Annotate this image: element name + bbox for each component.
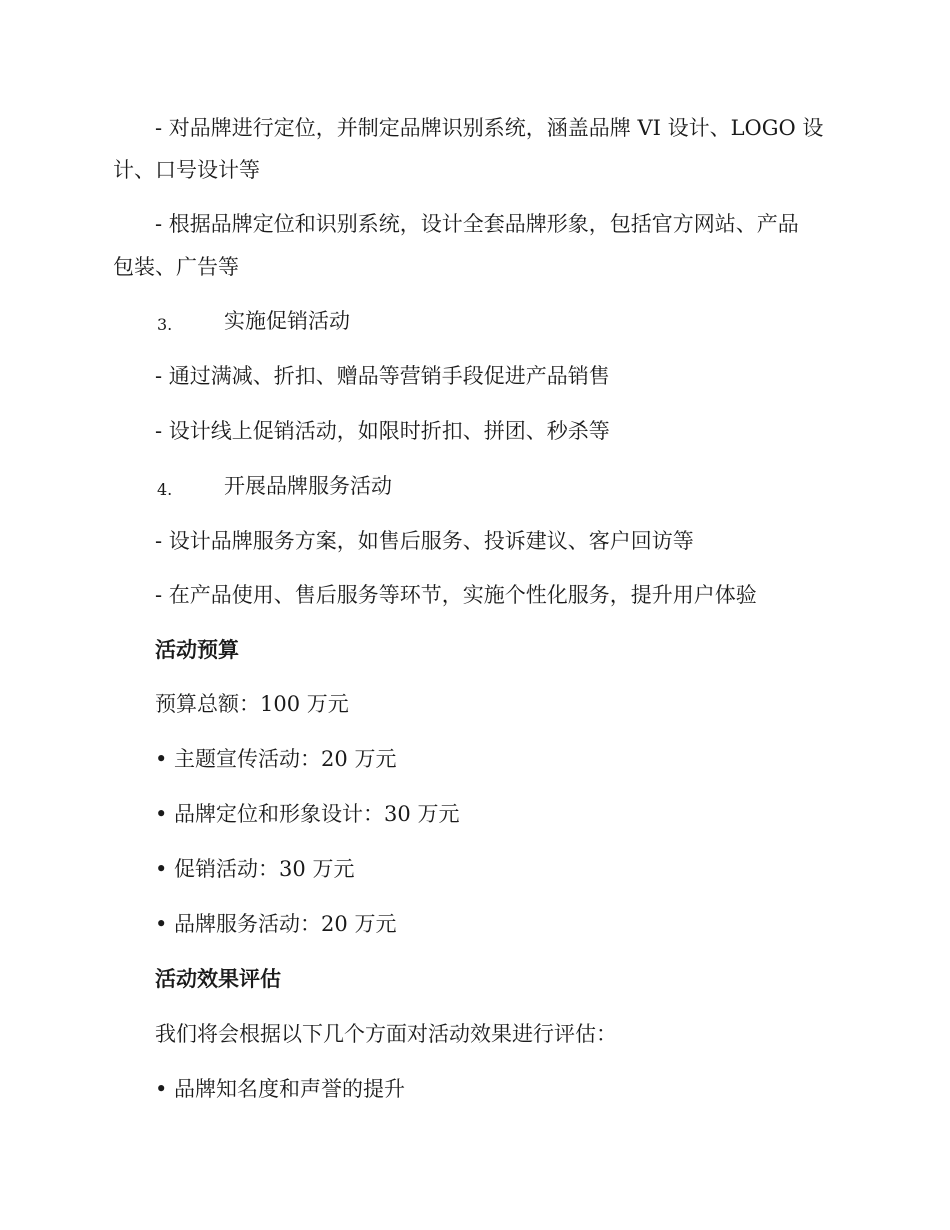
budget-item: • 品牌定位和形象设计：30 万元: [155, 802, 460, 826]
item-3-number: 3.: [157, 315, 173, 334]
budget-item: • 品牌服务活动：20 万元: [155, 912, 397, 936]
budget-total: 预算总额：100 万元: [155, 692, 349, 716]
item-4-number: 4.: [157, 480, 173, 499]
evaluation-item: • 品牌知名度和声誉的提升: [155, 1077, 406, 1101]
item-3-point-2: - 设计线上促销活动，如限时折扣、拼团、秒杀等: [155, 419, 610, 443]
item-4-point-2: - 在产品使用、售后服务等环节，实施个性化服务，提升用户体验: [155, 583, 757, 607]
evaluation-heading: 活动效果评估: [155, 966, 281, 991]
evaluation-intro: 我们将会根据以下几个方面对活动效果进行评估：: [155, 1022, 617, 1046]
brand-image-line-2: 包装、广告等: [113, 255, 239, 279]
budget-heading: 活动预算: [155, 637, 239, 662]
brand-positioning-line-1: - 对品牌进行定位，并制定品牌识别系统，涵盖品牌 VI 设计、LOGO 设: [155, 116, 824, 140]
budget-item: • 主题宣传活动：20 万元: [155, 747, 397, 771]
item-4-point-1: - 设计品牌服务方案，如售后服务、投诉建议、客户回访等: [155, 529, 694, 553]
item-3-title: 实施促销活动: [224, 309, 350, 333]
item-4-title: 开展品牌服务活动: [224, 474, 392, 498]
brand-image-line-1: - 根据品牌定位和识别系统，设计全套品牌形象，包括官方网站、产品: [155, 212, 799, 236]
budget-item: • 促销活动：30 万元: [155, 857, 355, 881]
brand-positioning-line-2: 计、口号设计等: [113, 158, 260, 182]
item-3-point-1: - 通过满减、折扣、赠品等营销手段促进产品销售: [155, 364, 610, 388]
